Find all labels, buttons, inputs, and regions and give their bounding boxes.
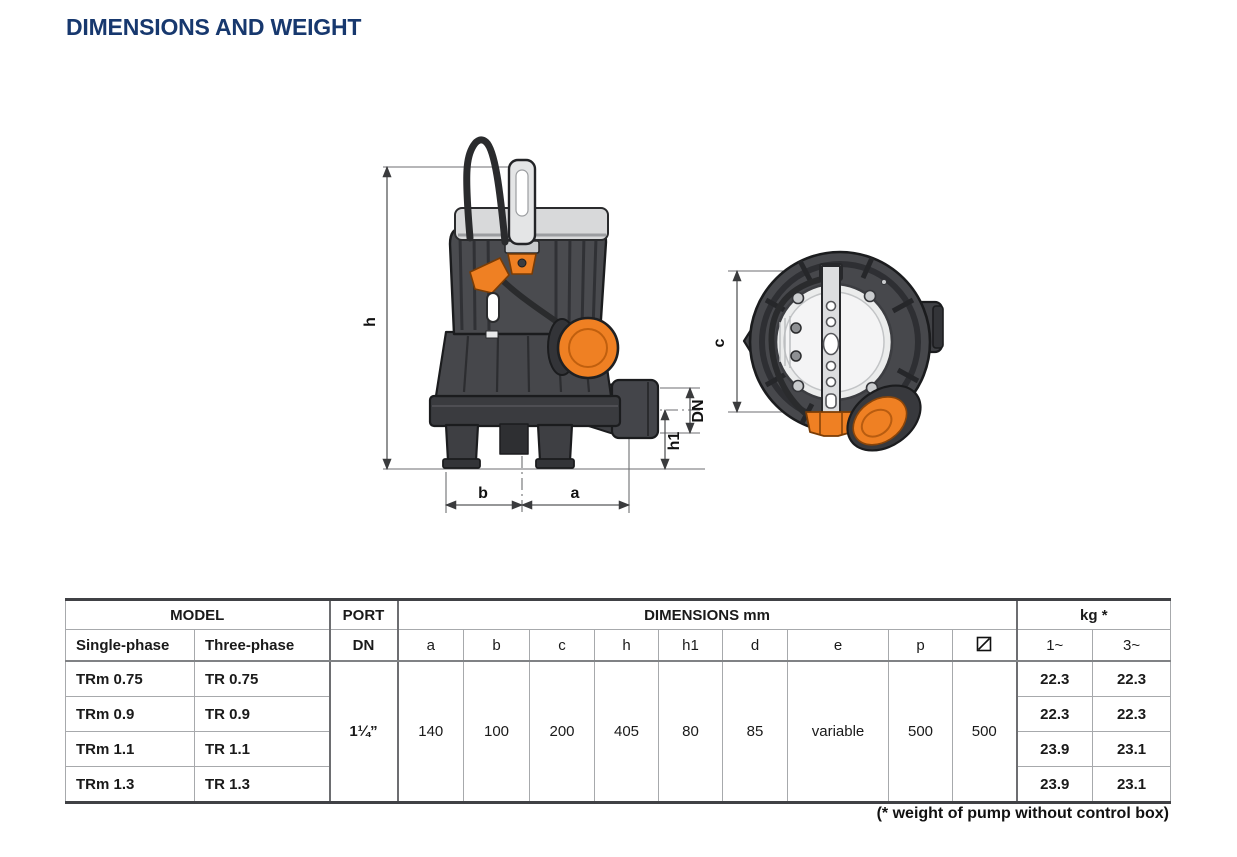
pump-drawing-svg xyxy=(350,115,970,535)
pump-technical-drawing xyxy=(350,115,970,535)
header-kg: kg * xyxy=(1017,600,1171,630)
model-single-cell: TRm 1.3 xyxy=(66,767,195,803)
kg-3ph-cell: 23.1 xyxy=(1093,732,1171,767)
dim-p-cell: 500 xyxy=(889,661,953,803)
header-dim-c: c xyxy=(530,630,595,662)
header-dimensions: DIMENSIONS mm xyxy=(398,600,1017,630)
header-dn: DN xyxy=(330,630,398,662)
header-dim-d: d xyxy=(723,630,788,662)
dim-e-cell: variable xyxy=(788,661,889,803)
header-dim-p: p xyxy=(889,630,953,662)
dim-b-cell: 100 xyxy=(464,661,530,803)
model-single-cell: TRm 1.1 xyxy=(66,732,195,767)
weight-footnote: (* weight of pump without control box) xyxy=(876,805,1169,822)
dim-label-dn: DN xyxy=(690,399,707,423)
model-three-cell: TR 1.3 xyxy=(195,767,330,803)
pump-front-view xyxy=(430,140,658,468)
dim-h-cell: 405 xyxy=(595,661,659,803)
dim-label-c: c xyxy=(711,338,728,348)
header-kg-1ph: 1~ xyxy=(1017,630,1093,662)
model-single-cell: TRm 0.75 xyxy=(66,661,195,697)
dim-h1-cell: 80 xyxy=(659,661,723,803)
kg-1ph-cell: 23.9 xyxy=(1017,767,1093,803)
kg-3ph-cell: 22.3 xyxy=(1093,697,1171,732)
dim-c-cell: 200 xyxy=(530,661,595,803)
dim-label-h: h xyxy=(362,317,379,327)
dim-square-cell: 500 xyxy=(953,661,1017,803)
kg-1ph-cell: 22.3 xyxy=(1017,661,1093,697)
pump-top-view xyxy=(744,252,943,464)
dim-d-cell: 85 xyxy=(723,661,788,803)
header-dim-b: b xyxy=(464,630,530,662)
model-three-cell: TR 0.75 xyxy=(195,661,330,697)
page-title: DIMENSIONS AND WEIGHT xyxy=(66,14,362,40)
kg-3ph-cell: 23.1 xyxy=(1093,767,1171,803)
header-kg-3ph: 3~ xyxy=(1093,630,1171,662)
header-port: PORT xyxy=(330,600,398,630)
dim-a-cell: 140 xyxy=(398,661,464,803)
header-model: MODEL xyxy=(66,600,330,630)
header-dim-e: e xyxy=(788,630,889,662)
kg-1ph-cell: 22.3 xyxy=(1017,697,1093,732)
dim-label-b: b xyxy=(478,485,488,502)
header-dim-h1: h1 xyxy=(659,630,723,662)
header-three-phase: Three-phase xyxy=(195,630,330,662)
port-value-cell: 1¼” xyxy=(330,661,398,803)
dim-label-a: a xyxy=(570,485,580,502)
dimensions-weight-table xyxy=(65,598,1171,804)
dim-label-h1: h1 xyxy=(666,431,683,451)
table-row xyxy=(66,661,1171,697)
square-diagonal-icon xyxy=(976,636,992,652)
model-single-cell: TRm 0.9 xyxy=(66,697,195,732)
header-dim-a: a xyxy=(398,630,464,662)
model-three-cell: TR 0.9 xyxy=(195,697,330,732)
model-three-cell: TR 1.1 xyxy=(195,732,330,767)
header-dim-square xyxy=(953,630,1017,662)
kg-3ph-cell: 22.3 xyxy=(1093,661,1171,697)
header-dim-h: h xyxy=(595,630,659,662)
kg-1ph-cell: 23.9 xyxy=(1017,732,1093,767)
header-single-phase: Single-phase xyxy=(66,630,195,662)
